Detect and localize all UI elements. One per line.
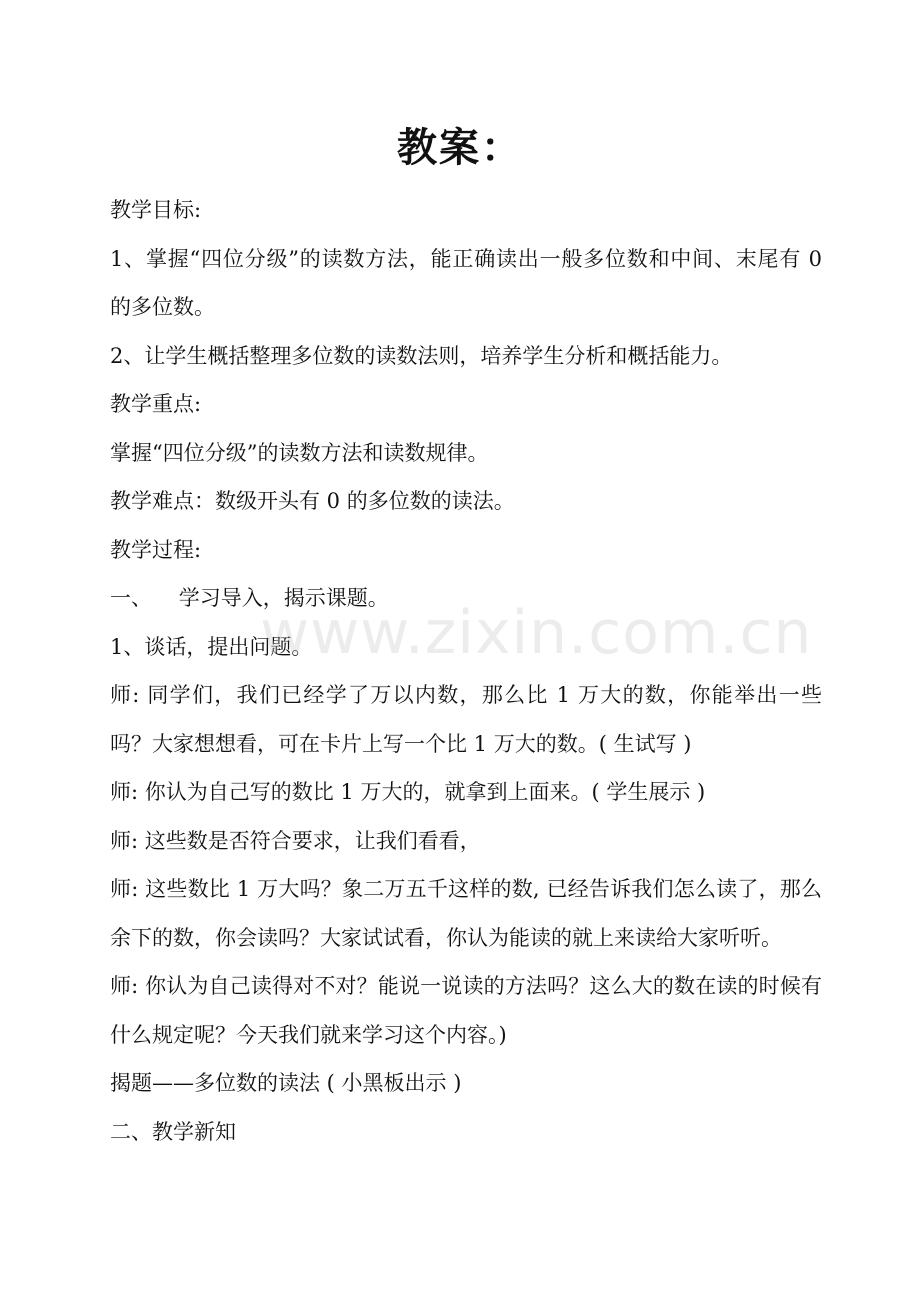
document-title: 教案： [397, 125, 523, 171]
paragraph-objectives-heading: 教学目标: [110, 198, 202, 222]
watermark: www.zixin.com.cn [260, 598, 813, 668]
paragraph-reveal-topic: 揭题——多位数的读法 ( 小黑板出示 ) [110, 1071, 462, 1095]
paragraph-teacher-3: 师: 这些数是否符合要求，让我们看看， [110, 828, 481, 853]
paragraph-difficulty: 教学难点：数级开头有 0 的多位数的读法。 [110, 489, 515, 513]
paragraph-teacher-5: 师: 你认为自己读得对不对？能说一说读的方法吗？这么大的数在读的时候有什么规定呢？今天我们就来学习这个内容。) [110, 974, 822, 1047]
paragraph-section-1-heading: 一、 学习导入，揭示课题。 [110, 586, 389, 610]
paragraph-teacher-2: 师: 你认为自己写的数比 1 万大的，就拿到上面来。( 学生展示 ) [110, 780, 706, 804]
paragraph-step-1: 1、谈话，提出问题。 [110, 634, 313, 659]
paragraph-teacher-1: 师: 同学们，我们已经学了万以内数，那么比 1 万大的数，你能举出一些吗？大家想想看，可在卡片上写一个比 1 万大的数。( 生试写 ) [110, 683, 822, 756]
paragraph-key-points-heading: 教学重点: [110, 392, 202, 416]
paragraph-section-2-heading: 二、教学新知 [110, 1119, 236, 1144]
document-body [110, 186, 829, 1156]
paragraph-teacher-4: 师: 这些数比 1 万大吗？象二万五千这样的数, 已经告诉我们怎么读了，那么余下的数，你会读吗？大家试试看，你认为能读的就上来读给大家听听。 [110, 877, 822, 950]
paragraph-process-heading: 教学过程: [110, 537, 202, 562]
paragraph-key-points: 掌握“四位分级”的读数方法和读数规律。 [110, 440, 489, 465]
paragraph-objective-1: 1、掌握“四位分级”的读数方法，能正确读出一般多位数和中间、末尾有 0 的多位数。 [110, 246, 829, 319]
paragraph-objective-2: 2、让学生概括整理多位数的读数法则，培养学生分析和概括能力。 [110, 343, 733, 368]
